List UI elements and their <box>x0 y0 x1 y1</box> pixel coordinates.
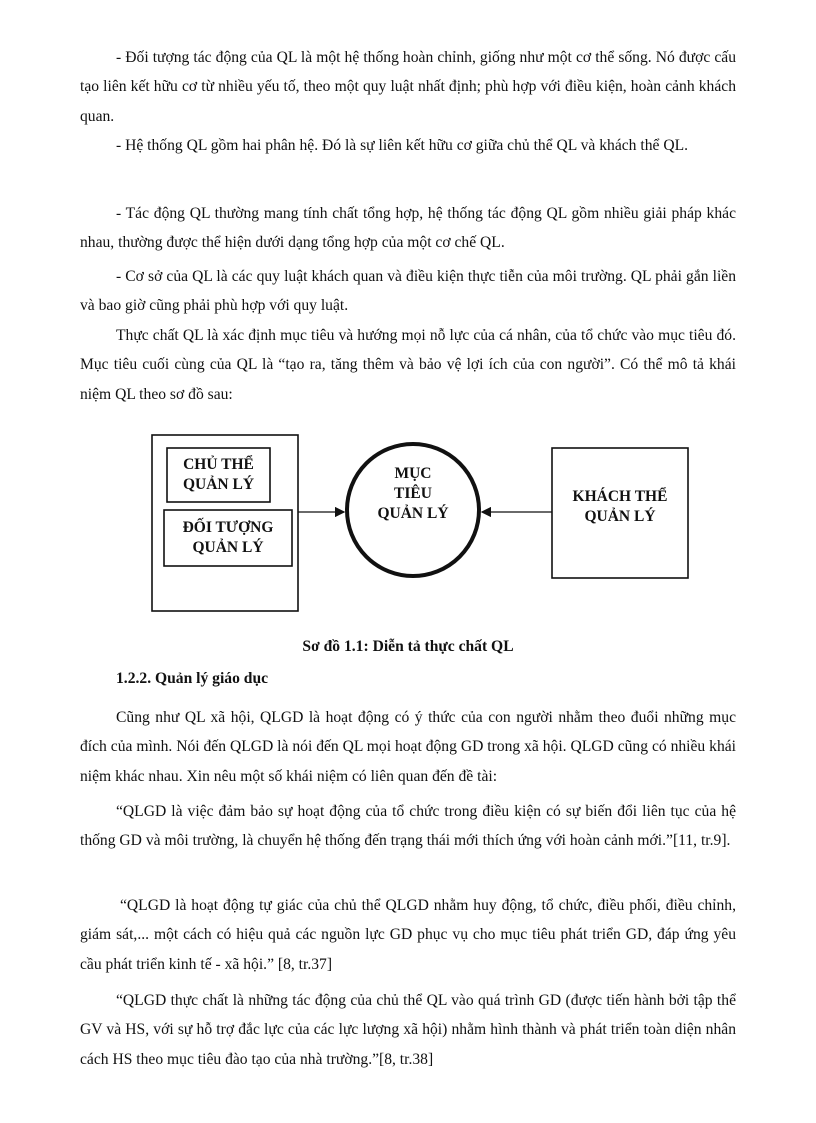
object-box-label: ĐỐI TƯỢNG QUẢN LÝ <box>182 519 274 556</box>
paragraph-management-impact: - Tác động QL thường mang tính chất tổng hợp, hệ thống tác động QL gồm nhiều giải pháp khác nhau, thường được thể hiện dưới dạng tổng hợp của một cơ chế QL. <box>80 205 736 252</box>
subject-box-label: CHỦ THỂ QUẢN LÝ <box>182 456 255 493</box>
goal-circle-label: MỤC TIÊU QUẢN LÝ <box>377 465 449 522</box>
paragraph-education-intro: Cũng như QL xã hội, QLGD là hoạt động có ý thức của con người nhằm theo đuổi những mục đích của mình. Nói đến QLGD là nói đến QL mọi hoạt động GD trong xã hội. QLGD cũng có nhiều khái niệm khác nhau. Xin nêu một số khái niệm có liên quan đến đề tài: <box>80 709 736 785</box>
paragraph-management-system: - Hệ thống QL gồm hai phân hệ. Đó là sự liên kết hữu cơ giữa chủ thể QL và khách thể QL. <box>116 137 689 154</box>
paragraph-management-object: - Đối tượng tác động của QL là một hệ thống hoàn chỉnh, giống như một cơ thể sống. Nó được cấu tạo liên kết hữu cơ từ nhiều yếu tố, theo một quy luật nhất định; phù hợp với điều kiện, hoàn cảnh khách quan. <box>80 49 736 125</box>
quote-definition-1: “QLGD là việc đảm bảo sự hoạt động của tổ chức trong điều kiện có sự biến đổi liên tục của hệ thống GD và môi trường, là chuyển hệ thống đến trạng thái mới thích ứng với hoàn cảnh mới.”[11, tr.9]. <box>80 803 736 850</box>
section-heading: 1.2.2. Quản lý giáo dục <box>116 670 269 687</box>
paragraph-management-essence: Thực chất QL là xác định mục tiêu và hướng mọi nỗ lực của cá nhân, của tổ chức vào mục tiêu đó. Mục tiêu cuối cùng của QL là “tạo ra, tăng thêm và bảo vệ lợi ích của con người”. Có thể mô tả khái niệm QL theo sơ đồ sau: <box>80 327 736 403</box>
quote-definition-2: “QLGD là hoạt động tự giác của chủ thể QLGD nhằm huy động, tổ chức, điều phối, điều chỉnh, giám sát,... một cách có hiệu quả các nguồn lực GD phục vụ cho mục tiêu phát triển GD, đáp ứng yêu cầu phát triển kinh tế - xã hội.” [8, tr.37] <box>80 897 736 973</box>
client-box-label: KHÁCH THỂ QUẢN LÝ <box>572 488 668 525</box>
diagram-caption: Sơ đồ 1.1: Diễn tả thực chất QL <box>302 638 514 655</box>
paragraph-management-basis: - Cơ sở của QL là các quy luật khách quan và điều kiện thực tiễn của môi trường. QL phải gắn liền và bao giờ cũng phải phù hợp với quy luật. <box>80 268 736 315</box>
quote-definition-3: “QLGD thực chất là những tác động của chủ thể QL vào quá trình GD (được tiến hành bởi tập thể GV và HS, với sự hỗ trợ đắc lực của các lực lượng xã hội) nhằm hình thành và phát triển toàn diện nhân cách HS theo mục tiêu đào tạo của nhà trường.”[8, tr.38] <box>80 992 736 1068</box>
